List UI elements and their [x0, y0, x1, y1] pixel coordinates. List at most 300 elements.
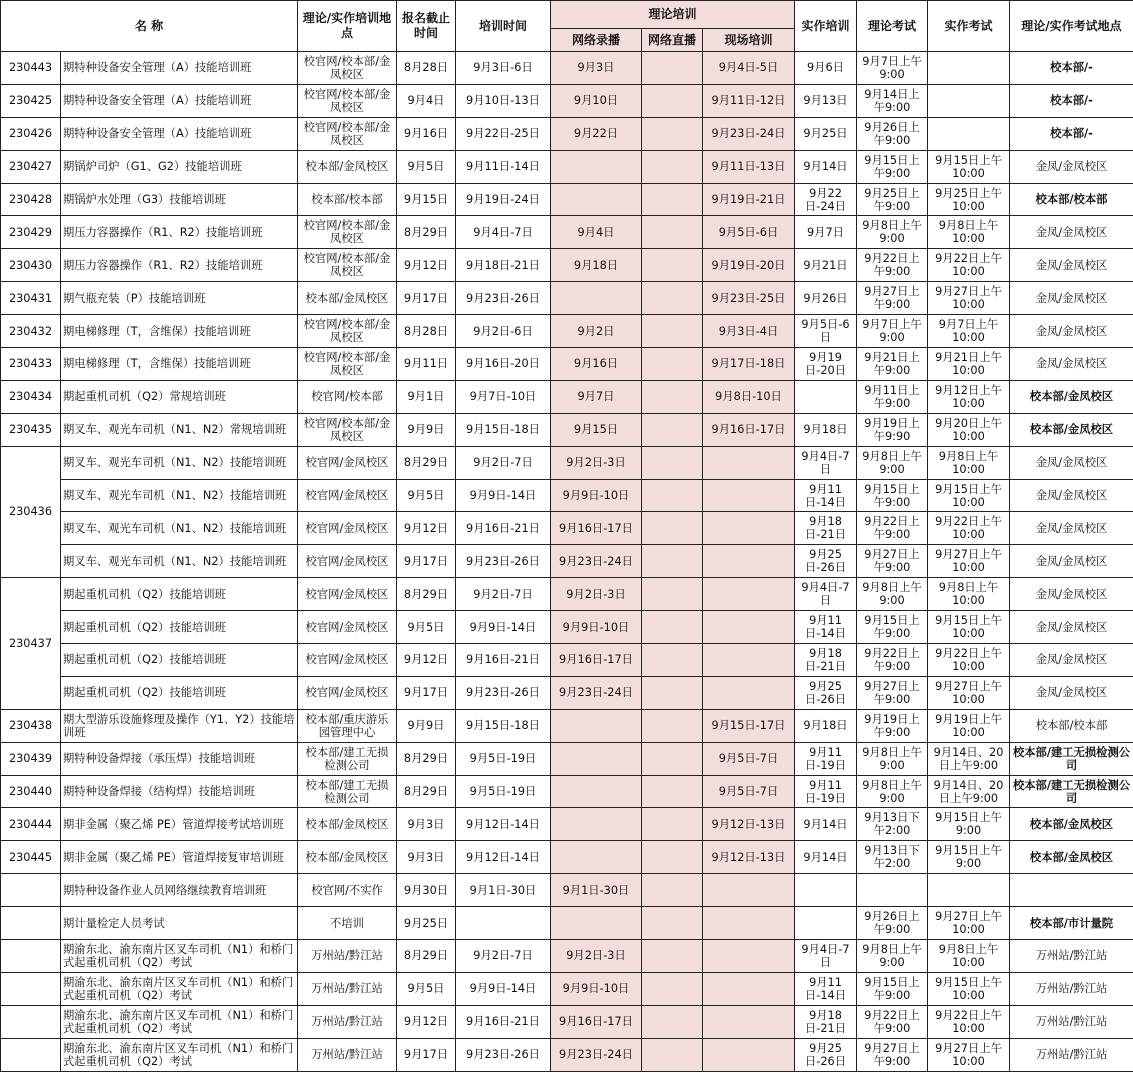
onsite-training: [703, 1005, 795, 1038]
online-recorded: [551, 907, 642, 940]
course-name: 期锅炉司炉（G1、G2）技能培训班: [61, 150, 298, 183]
table-row: [1, 380, 1133, 413]
exam-location: 金凤/金凤校区: [1010, 545, 1133, 578]
practical-exam: 9月25日上午10:00: [928, 183, 1010, 216]
training-time: 9月4日-7日: [456, 216, 551, 249]
training-time: 9月11日-14日: [456, 150, 551, 183]
practical-training: 9月4日-7日: [795, 446, 857, 479]
class-code: 230425: [1, 84, 61, 117]
exam-location: 校本部/金凤校区: [1010, 413, 1133, 446]
theory-exam: 9月13日下午2:00: [857, 808, 928, 841]
header-online-live: 网络直播: [642, 29, 703, 52]
training-time: 9月12日-14日: [456, 808, 551, 841]
registration-deadline: 9月5日: [397, 150, 456, 183]
practical-exam: 9月8日上午10:00: [928, 446, 1010, 479]
training-location: 校官网/校本部/金凤校区: [298, 52, 397, 85]
exam-location: 金凤/金凤校区: [1010, 644, 1133, 677]
online-live: [642, 446, 703, 479]
course-name: 期起重机司机（Q2）技能培训班: [61, 644, 298, 677]
theory-exam: 9月26日上午9:00: [857, 907, 928, 940]
registration-deadline: 9月1日: [397, 380, 456, 413]
practical-training: 9月18日-21日: [795, 1005, 857, 1038]
class-code: 230439: [1, 742, 61, 775]
exam-location: 校本部/校本部: [1010, 709, 1133, 742]
onsite-training: 9月5日-6日: [703, 216, 795, 249]
registration-deadline: 8月29日: [397, 775, 456, 808]
class-code: [1, 907, 61, 940]
practical-training: 9月11日-19日: [795, 775, 857, 808]
registration-deadline: 9月4日: [397, 84, 456, 117]
training-location: 校本部/建工无损检测公司: [298, 742, 397, 775]
table-row: [1, 1038, 1133, 1071]
registration-deadline: 9月15日: [397, 183, 456, 216]
practical-training: 9月18日: [795, 709, 857, 742]
theory-exam: 9月13日下午2:00: [857, 841, 928, 874]
class-code: [1, 940, 61, 973]
training-time: 9月2日-6日: [456, 315, 551, 348]
registration-deadline: 8月29日: [397, 742, 456, 775]
registration-deadline: 9月30日: [397, 874, 456, 907]
training-location: 不培训: [298, 907, 397, 940]
exam-location: 金凤/金凤校区: [1010, 578, 1133, 611]
online-recorded: [551, 841, 642, 874]
table-row: [1, 446, 1133, 479]
theory-exam: 9月15日上午9:00: [857, 150, 928, 183]
practical-training: 9月11日-14日: [795, 479, 857, 512]
onsite-training: 9月11日-13日: [703, 150, 795, 183]
online-recorded: 9月18日: [551, 249, 642, 282]
table-row: [1, 874, 1133, 907]
online-live: [642, 742, 703, 775]
header-location: 理论/实作培训地点: [298, 1, 397, 52]
practical-exam: 9月8日上午10:00: [928, 216, 1010, 249]
onsite-training: [703, 1038, 795, 1071]
class-code: [1, 972, 61, 1005]
practical-exam: 9月22日上午10:00: [928, 249, 1010, 282]
course-name: 期叉车、观光车司机（N1、N2）技能培训班: [61, 512, 298, 545]
onsite-training: 9月8日-10日: [703, 380, 795, 413]
onsite-training: 9月4日-5日: [703, 52, 795, 85]
online-recorded: 9月22日: [551, 117, 642, 150]
course-name: 期大型游乐设施修理及操作（Y1、Y2）技能培训班: [61, 709, 298, 742]
practical-exam: 9月22日上午10:00: [928, 512, 1010, 545]
practical-exam: 9月21日上午10:00: [928, 348, 1010, 381]
table-row: [1, 479, 1133, 512]
course-name: 期锅炉水处理（G3）技能培训班: [61, 183, 298, 216]
exam-location: 万州站/黔江站: [1010, 1005, 1133, 1038]
online-live: [642, 282, 703, 315]
training-location: 校本部/建工无损检测公司: [298, 775, 397, 808]
registration-deadline: 9月17日: [397, 1038, 456, 1071]
practical-exam: [928, 84, 1010, 117]
practical-exam: 9月27日上午10:00: [928, 676, 1010, 709]
exam-location: 校本部/校本部: [1010, 183, 1133, 216]
practical-training: 9月13日: [795, 84, 857, 117]
exam-location: 校本部/建工无损检测公司: [1010, 742, 1133, 775]
online-recorded: 9月16日-17日: [551, 1005, 642, 1038]
training-time: 9月2日-7日: [456, 446, 551, 479]
training-time: 9月18日-21日: [456, 249, 551, 282]
table-row: [1, 775, 1133, 808]
practical-training: 9月25日-26日: [795, 545, 857, 578]
table-row: [1, 249, 1133, 282]
registration-deadline: 9月9日: [397, 413, 456, 446]
online-recorded: 9月10日: [551, 84, 642, 117]
online-recorded: [551, 808, 642, 841]
exam-location: 金凤/金凤校区: [1010, 249, 1133, 282]
header-exam-location: 理论/实作考试地点: [1010, 1, 1133, 52]
theory-exam: 9月7日上午9:00: [857, 315, 928, 348]
registration-deadline: 9月9日: [397, 709, 456, 742]
registration-deadline: 9月5日: [397, 479, 456, 512]
theory-exam: 9月11日上午9:00: [857, 380, 928, 413]
course-name: 期渝东北、渝东南片区叉车司机（N1）和桥门式起重机司机（Q2）考试: [61, 1005, 298, 1038]
class-code: 230435: [1, 413, 61, 446]
online-live: [642, 644, 703, 677]
course-name: 期电梯修理（T，含维保）技能培训班: [61, 348, 298, 381]
registration-deadline: 9月11日: [397, 348, 456, 381]
online-recorded: 9月7日: [551, 380, 642, 413]
theory-exam: 9月26日上午9:00: [857, 117, 928, 150]
course-name: 期叉车、观光车司机（N1、N2）技能培训班: [61, 545, 298, 578]
course-name: 期计量检定人员考试: [61, 907, 298, 940]
header-online-recorded: 网络录播: [551, 29, 642, 52]
header-practical: 实作培训: [795, 1, 857, 52]
onsite-training: [703, 972, 795, 1005]
training-location: 校官网/金凤校区: [298, 479, 397, 512]
online-recorded: [551, 150, 642, 183]
table-row: [1, 940, 1133, 973]
onsite-training: 9月19日-21日: [703, 183, 795, 216]
practical-training: 9月25日: [795, 117, 857, 150]
training-time: 9月1日-30日: [456, 874, 551, 907]
online-live: [642, 413, 703, 446]
practical-exam: 9月15日上午10:00: [928, 479, 1010, 512]
class-code: 230434: [1, 380, 61, 413]
onsite-training: 9月5日-7日: [703, 775, 795, 808]
training-time: 9月5日-19日: [456, 775, 551, 808]
onsite-training: 9月15日-17日: [703, 709, 795, 742]
table-row: [1, 150, 1133, 183]
header-name: 名 称: [1, 1, 298, 52]
practical-exam: 9月27日上午10:00: [928, 1038, 1010, 1071]
onsite-training: 9月3日-4日: [703, 315, 795, 348]
onsite-training: [703, 512, 795, 545]
training-time: [456, 907, 551, 940]
training-location: 校官网/不实作: [298, 874, 397, 907]
practical-training: 9月11日-14日: [795, 611, 857, 644]
class-code: 230429: [1, 216, 61, 249]
online-live: [642, 1005, 703, 1038]
registration-deadline: 9月3日: [397, 841, 456, 874]
registration-deadline: 8月29日: [397, 216, 456, 249]
class-code: 230444: [1, 808, 61, 841]
practical-exam: 9月20日上午10:00: [928, 413, 1010, 446]
registration-deadline: 9月17日: [397, 545, 456, 578]
training-location: 校官网/校本部/金凤校区: [298, 117, 397, 150]
online-recorded: [551, 709, 642, 742]
practical-training: 9月7日: [795, 216, 857, 249]
exam-location: 校本部/-: [1010, 117, 1133, 150]
onsite-training: 9月23日-25日: [703, 282, 795, 315]
course-name: 期特种设备安全管理（A）技能培训班: [61, 52, 298, 85]
practical-exam: 9月19日上午10:00: [928, 709, 1010, 742]
online-live: [642, 216, 703, 249]
practical-training: 9月14日: [795, 150, 857, 183]
practical-training: 9月6日: [795, 52, 857, 85]
training-time: 9月7日-10日: [456, 380, 551, 413]
practical-exam: 9月8日上午10:00: [928, 578, 1010, 611]
table-row: [1, 611, 1133, 644]
online-recorded: 9月2日: [551, 315, 642, 348]
exam-location: 校本部/金凤校区: [1010, 841, 1133, 874]
table-row: [1, 1005, 1133, 1038]
online-live: [642, 808, 703, 841]
registration-deadline: 9月25日: [397, 907, 456, 940]
header-practical-exam: 实作考试: [928, 1, 1010, 52]
table-row: [1, 282, 1133, 315]
course-name: 期特种设备焊接（承压焊）技能培训班: [61, 742, 298, 775]
online-live: [642, 841, 703, 874]
online-live: [642, 972, 703, 1005]
course-name: 期压力容器操作（R1、R2）技能培训班: [61, 249, 298, 282]
training-time: 9月22日-25日: [456, 117, 551, 150]
table-row: [1, 117, 1133, 150]
practical-training: 9月11日-19日: [795, 742, 857, 775]
class-code: 230426: [1, 117, 61, 150]
online-live: [642, 676, 703, 709]
onsite-training: [703, 874, 795, 907]
class-code: 230438: [1, 709, 61, 742]
practical-training: 9月26日: [795, 282, 857, 315]
registration-deadline: 8月29日: [397, 940, 456, 973]
training-location: 万州站/黔江站: [298, 1005, 397, 1038]
practical-exam: 9月15日上午9:00: [928, 841, 1010, 874]
exam-location: 校本部/市计量院: [1010, 907, 1133, 940]
training-time: 9月2日-7日: [456, 578, 551, 611]
onsite-training: [703, 545, 795, 578]
exam-location: 校本部/-: [1010, 52, 1133, 85]
class-code: 230430: [1, 249, 61, 282]
online-live: [642, 1038, 703, 1071]
online-recorded: 9月2日-3日: [551, 578, 642, 611]
practical-training: 9月4日-7日: [795, 940, 857, 973]
theory-exam: 9月22日上午9:00: [857, 1005, 928, 1038]
onsite-training: 9月16日-17日: [703, 413, 795, 446]
onsite-training: 9月11日-12日: [703, 84, 795, 117]
online-live: [642, 84, 703, 117]
online-live: [642, 150, 703, 183]
table-row: [1, 545, 1133, 578]
practical-training: 9月5日-6日: [795, 315, 857, 348]
exam-location: 金凤/金凤校区: [1010, 446, 1133, 479]
course-name: 期非金属（聚乙烯 PE）管道焊接复审培训班: [61, 841, 298, 874]
course-name: 期起重机司机（Q2）常规培训班: [61, 380, 298, 413]
online-live: [642, 315, 703, 348]
class-code: 230445: [1, 841, 61, 874]
registration-deadline: 9月17日: [397, 676, 456, 709]
course-name: 期起重机司机（Q2）技能培训班: [61, 578, 298, 611]
online-recorded: [551, 775, 642, 808]
practical-training: 9月14日: [795, 808, 857, 841]
training-time: 9月15日-18日: [456, 709, 551, 742]
online-recorded: 9月9日-10日: [551, 972, 642, 1005]
onsite-training: 9月19日-20日: [703, 249, 795, 282]
training-location: 校官网/校本部/金凤校区: [298, 315, 397, 348]
online-live: [642, 775, 703, 808]
header-theory: 理论培训: [551, 1, 795, 29]
practical-training: 9月19日-20日: [795, 348, 857, 381]
theory-exam: 9月21日上午9:00: [857, 348, 928, 381]
exam-location: 校本部/金凤校区: [1010, 808, 1133, 841]
exam-location: [1010, 874, 1133, 907]
class-code: 230443: [1, 52, 61, 85]
onsite-training: [703, 578, 795, 611]
online-recorded: [551, 742, 642, 775]
practical-exam: 9月27日上午10:00: [928, 282, 1010, 315]
practical-exam: [928, 874, 1010, 907]
table-row: [1, 972, 1133, 1005]
training-time: 9月16日-20日: [456, 348, 551, 381]
class-code: 230437: [1, 578, 61, 710]
exam-location: 金凤/金凤校区: [1010, 676, 1133, 709]
practical-training: [795, 874, 857, 907]
practical-exam: 9月27日上午10:00: [928, 907, 1010, 940]
training-location: 校官网/校本部/金凤校区: [298, 84, 397, 117]
theory-exam: 9月15日上午9:00: [857, 611, 928, 644]
registration-deadline: 9月12日: [397, 249, 456, 282]
online-recorded: 9月2日-3日: [551, 940, 642, 973]
training-location: 校官网/金凤校区: [298, 578, 397, 611]
training-time: 9月23日-26日: [456, 1038, 551, 1071]
online-recorded: 9月2日-3日: [551, 446, 642, 479]
training-location: 校官网/校本部: [298, 380, 397, 413]
training-location: 校官网/校本部/金凤校区: [298, 216, 397, 249]
exam-location: 金凤/金凤校区: [1010, 348, 1133, 381]
training-location: 校官网/金凤校区: [298, 545, 397, 578]
course-name: 期渝东北、渝东南片区叉车司机（N1）和桥门式起重机司机（Q2）考试: [61, 972, 298, 1005]
exam-location: 校本部/金凤校区: [1010, 380, 1133, 413]
theory-exam: 9月8日上午9:00: [857, 742, 928, 775]
theory-exam: 9月8日上午9:00: [857, 940, 928, 973]
onsite-training: [703, 940, 795, 973]
practical-training: 9月22日-24日: [795, 183, 857, 216]
training-location: 校官网/金凤校区: [298, 644, 397, 677]
theory-exam: 9月27日上午9:00: [857, 545, 928, 578]
online-recorded: 9月9日-10日: [551, 611, 642, 644]
theory-exam: 9月22日上午9:00: [857, 512, 928, 545]
online-recorded: 9月3日: [551, 52, 642, 85]
course-name: 期电梯修理（T，含维保）技能培训班: [61, 315, 298, 348]
theory-exam: 9月8日上午9:00: [857, 446, 928, 479]
online-live: [642, 545, 703, 578]
practical-exam: 9月27日上午10:00: [928, 545, 1010, 578]
registration-deadline: 9月16日: [397, 117, 456, 150]
online-live: [642, 380, 703, 413]
theory-exam: 9月27日上午9:00: [857, 676, 928, 709]
training-time: 9月12日-14日: [456, 841, 551, 874]
course-name: 期气瓶充装（P）技能培训班: [61, 282, 298, 315]
course-name: 期叉车、观光车司机（N1、N2）常规培训班: [61, 413, 298, 446]
exam-location: 金凤/金凤校区: [1010, 282, 1133, 315]
online-recorded: 9月23日-24日: [551, 676, 642, 709]
training-location: 校官网/校本部/金凤校区: [298, 413, 397, 446]
class-code: 230431: [1, 282, 61, 315]
registration-deadline: 9月5日: [397, 972, 456, 1005]
exam-location: 万州站/黔江站: [1010, 972, 1133, 1005]
practical-training: 9月18日-21日: [795, 644, 857, 677]
online-recorded: 9月23日-24日: [551, 1038, 642, 1071]
onsite-training: 9月5日-7日: [703, 742, 795, 775]
online-live: [642, 940, 703, 973]
training-time: 9月23日-26日: [456, 282, 551, 315]
onsite-training: [703, 479, 795, 512]
theory-exam: [857, 874, 928, 907]
theory-exam: 9月19日上午9:90: [857, 413, 928, 446]
course-name: 期渝东北、渝东南片区叉车司机（N1）和桥门式起重机司机（Q2）考试: [61, 940, 298, 973]
table-row: [1, 808, 1133, 841]
online-live: [642, 512, 703, 545]
practical-exam: 9月14日、20日上午9:00: [928, 775, 1010, 808]
practical-training: 9月25日-26日: [795, 676, 857, 709]
practical-exam: 9月22日上午10:00: [928, 644, 1010, 677]
training-time: 9月15日-18日: [456, 413, 551, 446]
onsite-training: 9月12日-13日: [703, 841, 795, 874]
online-recorded: 9月4日: [551, 216, 642, 249]
class-code: 230436: [1, 446, 61, 578]
theory-exam: 9月15日上午9:00: [857, 972, 928, 1005]
online-recorded: 9月16日-17日: [551, 644, 642, 677]
course-name: 期起重机司机（Q2）技能培训班: [61, 676, 298, 709]
exam-location: 校本部/建工无损检测公司: [1010, 775, 1133, 808]
course-name: 期渝东北、渝东南片区叉车司机（N1）和桥门式起重机司机（Q2）考试: [61, 1038, 298, 1071]
exam-location: 万州站/黔江站: [1010, 940, 1133, 973]
registration-deadline: 8月28日: [397, 315, 456, 348]
practical-exam: 9月12日上午10:00: [928, 380, 1010, 413]
class-code: [1, 874, 61, 907]
theory-exam: 9月27日上午9:00: [857, 282, 928, 315]
registration-deadline: 8月29日: [397, 578, 456, 611]
course-name: 期叉车、观光车司机（N1、N2）技能培训班: [61, 479, 298, 512]
practical-exam: 9月15日上午10:00: [928, 150, 1010, 183]
practical-training: 9月18日-21日: [795, 512, 857, 545]
training-location: 校本部/重庆游乐园管理中心: [298, 709, 397, 742]
table-row: [1, 676, 1133, 709]
training-time: 9月16日-21日: [456, 644, 551, 677]
practical-exam: 9月22日上午10:00: [928, 1005, 1010, 1038]
online-live: [642, 117, 703, 150]
training-time: 9月23日-26日: [456, 545, 551, 578]
course-name: 期起重机司机（Q2）技能培训班: [61, 611, 298, 644]
training-location: 校官网/金凤校区: [298, 676, 397, 709]
training-location: 校官网/金凤校区: [298, 611, 397, 644]
registration-deadline: 9月12日: [397, 512, 456, 545]
online-live: [642, 874, 703, 907]
class-code: 230428: [1, 183, 61, 216]
table-row: [1, 644, 1133, 677]
practical-exam: 9月15日上午9:00: [928, 808, 1010, 841]
exam-location: 万州站/黔江站: [1010, 1038, 1133, 1071]
table-row: [1, 907, 1133, 940]
registration-deadline: 9月3日: [397, 808, 456, 841]
theory-exam: 9月8日上午9:00: [857, 216, 928, 249]
exam-location: 金凤/金凤校区: [1010, 512, 1133, 545]
training-location: 校本部/金凤校区: [298, 808, 397, 841]
class-code: 230440: [1, 775, 61, 808]
class-code: 230433: [1, 348, 61, 381]
course-name: 期特种设备作业人员网络继续教育培训班: [61, 874, 298, 907]
table-row: [1, 183, 1133, 216]
